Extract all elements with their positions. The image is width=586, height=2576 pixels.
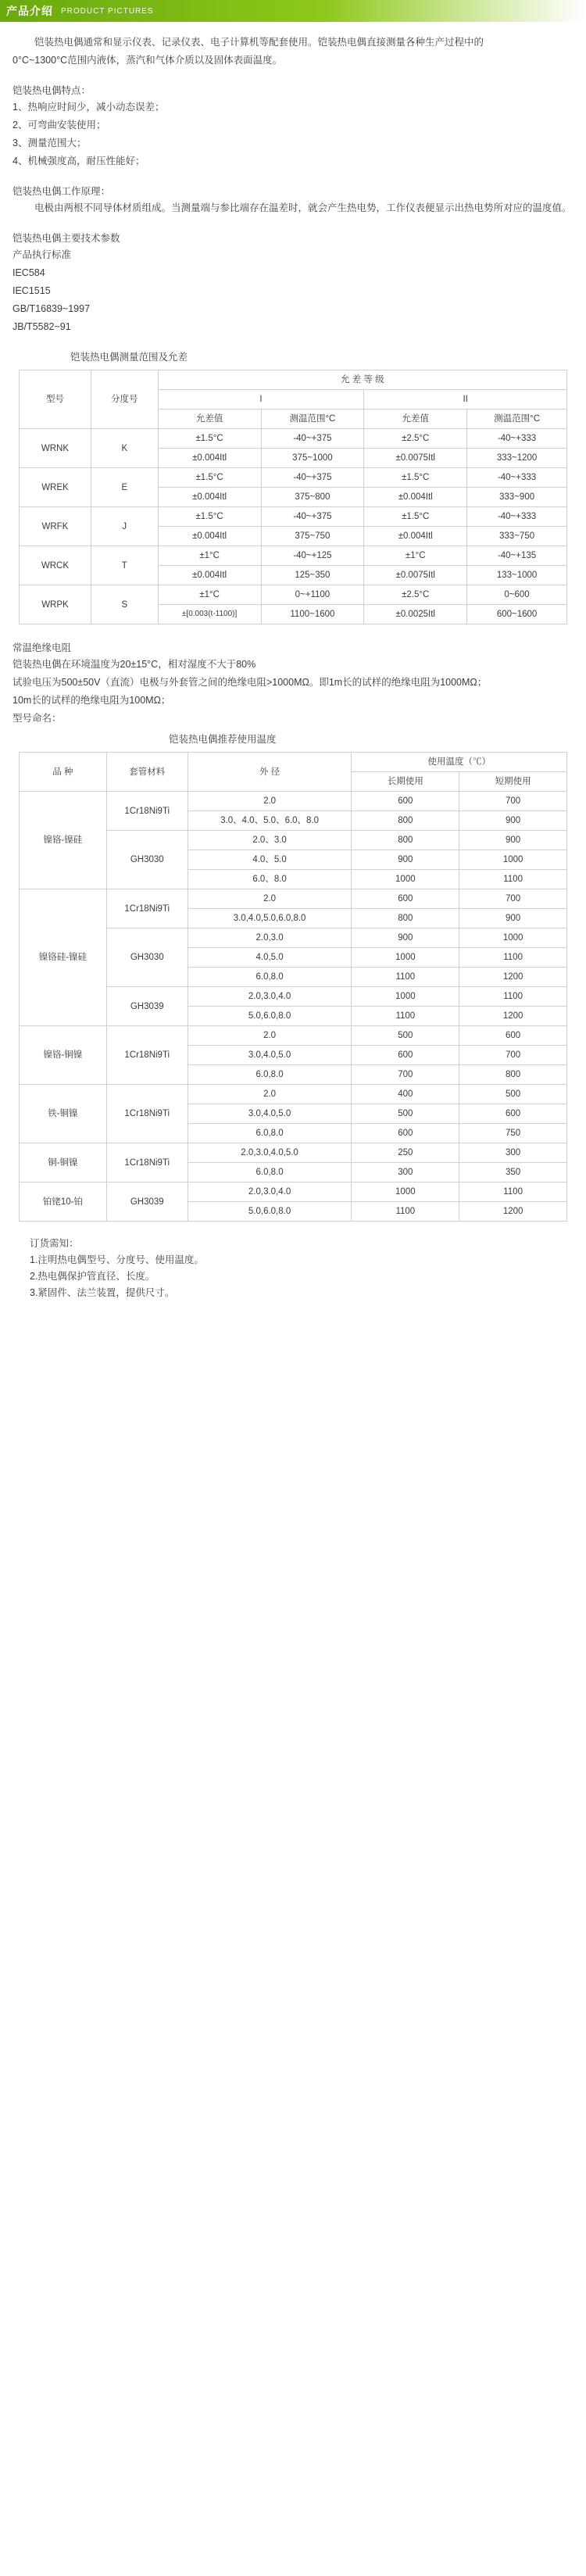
order-notes-heading: 订货需知： <box>30 1238 79 1249</box>
table-row <box>20 1085 567 1104</box>
cell-long: 600 <box>352 1124 459 1143</box>
cell-sheath: 1Cr18Ni9Ti <box>106 792 188 831</box>
cell-range-1: 375~1000 <box>261 449 364 468</box>
cell-long: 800 <box>352 909 459 928</box>
cell-short: 1200 <box>459 968 567 987</box>
temp-table <box>19 752 567 1222</box>
range-table-body <box>20 429 567 624</box>
cell-long: 600 <box>352 889 459 909</box>
document-content <box>0 22 586 365</box>
cell-range-1: 125~350 <box>261 566 364 585</box>
section-banner <box>0 0 586 22</box>
cell-tol-1: ±1°C <box>158 585 261 605</box>
range-table <box>19 370 567 624</box>
cell-diameter: 2.0 <box>188 889 352 909</box>
cell-model: WRNK <box>20 429 91 468</box>
cell-short: 800 <box>459 1065 567 1085</box>
cell-sheath: GH3039 <box>106 987 188 1026</box>
cell-short: 1200 <box>459 1007 567 1026</box>
cell-short: 500 <box>459 1085 567 1104</box>
table-row <box>20 468 567 488</box>
cell-tol-2: ±0.004Itl <box>364 527 467 546</box>
standard-item-1: IEC584 <box>13 267 45 278</box>
cell-long: 700 <box>352 1065 459 1085</box>
cell-graduation: E <box>91 468 158 507</box>
cell-range-2: 133~1000 <box>467 566 567 585</box>
cell-graduation: S <box>91 585 158 624</box>
cell-short: 700 <box>459 1046 567 1065</box>
cell-range-1: -40~+375 <box>261 429 364 449</box>
cell-kind: 镍铬-铜镍 <box>20 1026 107 1085</box>
cell-range-1: 0~+1100 <box>261 585 364 605</box>
th-sheath: 套管材料 <box>106 753 188 792</box>
banner-title-en: PRODUCT PICTURES <box>61 6 154 16</box>
cell-long: 300 <box>352 1163 459 1182</box>
cell-short: 600 <box>459 1104 567 1124</box>
table-row <box>20 429 567 449</box>
th-diameter: 外 径 <box>188 753 352 792</box>
temp-table-title: 铠装热电偶推荐使用温度 <box>169 734 277 745</box>
cell-short: 900 <box>459 811 567 831</box>
cell-short: 900 <box>459 831 567 850</box>
th-graduation: 分度号 <box>91 370 158 429</box>
range-table-wrapper <box>0 370 586 624</box>
cell-diameter: 6.0,8.0 <box>188 1065 352 1085</box>
th-level-1: I <box>158 390 364 410</box>
cell-graduation: J <box>91 507 158 546</box>
cell-diameter: 2.0,3.0 <box>188 928 352 948</box>
standard-label: 产品执行标准 <box>13 249 72 260</box>
cell-range-2: -40~+333 <box>467 507 567 527</box>
standard-item-4: JB/T5582~91 <box>13 321 71 332</box>
cell-range-2: 333~750 <box>467 527 567 546</box>
cell-long: 600 <box>352 792 459 811</box>
cell-range-2: 0~600 <box>467 585 567 605</box>
cell-tol-2: ±0.0075Itl <box>364 449 467 468</box>
cell-diameter: 2.0 <box>188 1026 352 1046</box>
cell-diameter: 6.0,8.0 <box>188 1124 352 1143</box>
th-usetemp: 使用温度（℃） <box>352 753 567 772</box>
cell-long: 400 <box>352 1085 459 1104</box>
cell-short: 300 <box>459 1143 567 1163</box>
cell-range-1: -40~+375 <box>261 468 364 488</box>
cell-tol-1: ±0.004Itl <box>158 488 261 507</box>
cell-diameter: 6.0、8.0 <box>188 870 352 889</box>
cell-long: 900 <box>352 928 459 948</box>
cell-range-2: 333~900 <box>467 488 567 507</box>
cell-diameter: 3.0,4.0,5.0,6.0,8.0 <box>188 909 352 928</box>
cell-diameter: 4.0、5.0 <box>188 850 352 870</box>
th-kind: 品 种 <box>20 753 107 792</box>
cell-sheath: 1Cr18Ni9Ti <box>106 1026 188 1085</box>
cell-model: WRPK <box>20 585 91 624</box>
cell-range-2: -40~+135 <box>467 546 567 566</box>
table-row <box>20 507 567 527</box>
th-tol-value-2: 允差值 <box>364 410 467 429</box>
table-row <box>20 1182 567 1202</box>
table-row <box>20 1026 567 1046</box>
table-row <box>20 792 567 811</box>
cell-short: 1100 <box>459 987 567 1007</box>
cell-tol-2: ±0.0075Itl <box>364 566 467 585</box>
cell-range-1: 1100~1600 <box>261 605 364 624</box>
table-row <box>20 546 567 566</box>
cell-long: 800 <box>352 811 459 831</box>
order-note-3: 3.紧固件、法兰装置，提供尺寸。 <box>30 1287 175 1298</box>
cell-short: 1100 <box>459 870 567 889</box>
cell-tol-1: ±1.5°C <box>158 468 261 488</box>
cell-sheath: GH3030 <box>106 831 188 889</box>
cell-range-1: -40~+125 <box>261 546 364 566</box>
cell-long: 900 <box>352 850 459 870</box>
cell-sheath: GH3030 <box>106 928 188 987</box>
cell-long: 1100 <box>352 968 459 987</box>
features-heading: 铠装热电偶特点： <box>13 85 91 96</box>
th-tolerance-group: 允 差 等 级 <box>158 370 566 390</box>
cell-range-2: -40~+333 <box>467 429 567 449</box>
order-notes <box>0 1228 586 1301</box>
cell-long: 500 <box>352 1026 459 1046</box>
cell-kind: 铁-铜镍 <box>20 1085 107 1143</box>
insulation-line-4: 型号命名： <box>13 713 62 724</box>
cell-range-2: 333~1200 <box>467 449 567 468</box>
table-header-row <box>20 370 567 390</box>
cell-tol-1: ±0.004Itl <box>158 527 261 546</box>
standard-item-3: GB/T16839~1997 <box>13 303 91 314</box>
cell-sheath: 1Cr18Ni9Ti <box>106 889 188 928</box>
cell-long: 800 <box>352 831 459 850</box>
cell-short: 350 <box>459 1163 567 1182</box>
feature-item-3: 3、测量范围大； <box>13 138 87 148</box>
cell-kind: 铂铑10-铂 <box>20 1182 107 1222</box>
th-temp-range-2: 测温范围°C <box>467 410 567 429</box>
cell-tol-1: ±1.5°C <box>158 429 261 449</box>
cell-diameter: 5.0,6.0,8.0 <box>188 1007 352 1026</box>
cell-short: 750 <box>459 1124 567 1143</box>
cell-graduation: K <box>91 429 158 468</box>
temp-table-body <box>20 792 567 1222</box>
cell-range-2: 600~1600 <box>467 605 567 624</box>
table-row <box>20 889 567 909</box>
cell-long: 1100 <box>352 1202 459 1222</box>
temp-table-wrapper <box>0 752 586 1222</box>
insulation-section <box>0 631 586 747</box>
cell-sheath: 1Cr18Ni9Ti <box>106 1143 188 1182</box>
table-row <box>20 1143 567 1163</box>
cell-diameter: 4.0,5.0 <box>188 948 352 968</box>
insulation-line-3: 10m长的试样的绝缘电阻为100MΩ； <box>13 695 171 706</box>
cell-diameter: 6.0,8.0 <box>188 1163 352 1182</box>
cell-diameter: 2.0、3.0 <box>188 831 352 850</box>
cell-diameter: 3.0、4.0、5.0、6.0、8.0 <box>188 811 352 831</box>
cell-tol-2: ±1.5°C <box>364 468 467 488</box>
cell-range-1: -40~+375 <box>261 507 364 527</box>
cell-long: 1000 <box>352 1182 459 1202</box>
intro-paragraph-2: 0°C~1300°C范围内液体，蒸汽和气体介质以及固体表面温度。 <box>13 55 283 66</box>
cell-diameter: 2.0,3.0,4.0 <box>188 1182 352 1202</box>
cell-sheath: GH3039 <box>106 1182 188 1222</box>
cell-short: 1100 <box>459 948 567 968</box>
cell-diameter: 5.0,6.0,8.0 <box>188 1202 352 1222</box>
cell-short: 900 <box>459 909 567 928</box>
cell-short: 1000 <box>459 928 567 948</box>
cell-graduation: T <box>91 546 158 585</box>
cell-tol-1: ±0.004Itl <box>158 449 261 468</box>
cell-tol-1: ±0.004Itl <box>158 566 261 585</box>
cell-tol-2: ±1.5°C <box>364 507 467 527</box>
cell-tol-2: ±2.5°C <box>364 429 467 449</box>
feature-item-4: 4、机械强度高，耐压性能好； <box>13 156 145 166</box>
cell-short: 1000 <box>459 850 567 870</box>
cell-short: 600 <box>459 1026 567 1046</box>
cell-diameter: 2.0,3.0,4.0 <box>188 987 352 1007</box>
cell-tol-2: ±1°C <box>364 546 467 566</box>
cell-long: 500 <box>352 1104 459 1124</box>
range-table-title: 铠装热电偶测量范围及允差 <box>70 352 188 363</box>
order-note-1: 1.注明热电偶型号、分度号、使用温度。 <box>30 1254 204 1265</box>
cell-range-1: 375~750 <box>261 527 364 546</box>
table-row <box>20 585 567 605</box>
th-temp-range-1: 测温范围°C <box>261 410 364 429</box>
cell-short: 1200 <box>459 1202 567 1222</box>
cell-long: 250 <box>352 1143 459 1163</box>
cell-tol-1: ±[0.003(t-1100)] <box>158 605 261 624</box>
th-long-use: 长期使用 <box>352 772 459 792</box>
cell-long: 1100 <box>352 1007 459 1026</box>
cell-diameter: 3.0,4.0,5.0 <box>188 1046 352 1065</box>
table-header-row <box>20 753 567 772</box>
cell-model: WRCK <box>20 546 91 585</box>
cell-diameter: 6.0,8.0 <box>188 968 352 987</box>
cell-kind: 镍铬硅-镍硅 <box>20 889 107 1026</box>
insulation-line-2: 试验电压为500±50V（直流）电极与外套管之间的绝缘电阻>1000MΩ。即1m长的试样的绝缘电阻为1000MΩ； <box>13 677 488 688</box>
cell-long: 600 <box>352 1046 459 1065</box>
cell-range-1: 375~800 <box>261 488 364 507</box>
th-short-use: 短期使用 <box>459 772 567 792</box>
cell-long: 1000 <box>352 948 459 968</box>
cell-diameter: 2.0,3.0,4.0,5.0 <box>188 1143 352 1163</box>
cell-tol-2: ±2.5°C <box>364 585 467 605</box>
cell-diameter: 3.0,4.0,5.0 <box>188 1104 352 1124</box>
order-note-2: 2.热电偶保护管直径、长度。 <box>30 1271 155 1282</box>
cell-kind: 铜-铜镍 <box>20 1143 107 1182</box>
th-tol-value-1: 允差值 <box>158 410 261 429</box>
cell-tol-2: ±0.004Itl <box>364 488 467 507</box>
feature-item-1: 1、热响应时间少，减小动态误差； <box>13 102 165 113</box>
intro-paragraph-1: 铠装热电偶通常和显示仪表、记录仪表、电子计算机等配套使用。铠装热电偶直接测量各种生产过程中的 <box>34 37 484 48</box>
cell-sheath: 1Cr18Ni9Ti <box>106 1085 188 1143</box>
cell-model: WREK <box>20 468 91 507</box>
cell-range-2: -40~+333 <box>467 468 567 488</box>
cell-tol-2: ±0.0025Itl <box>364 605 467 624</box>
cell-diameter: 2.0 <box>188 792 352 811</box>
cell-short: 700 <box>459 792 567 811</box>
cell-diameter: 2.0 <box>188 1085 352 1104</box>
standard-item-2: IEC1515 <box>13 285 51 296</box>
th-model: 型号 <box>20 370 91 429</box>
cell-short: 1100 <box>459 1182 567 1202</box>
insulation-line-1: 铠装热电偶在环境温度为20±15°C，相对湿度不大于80% <box>13 659 256 670</box>
params-heading: 铠装热电偶主要技术参数 <box>13 233 120 244</box>
cell-tol-1: ±1.5°C <box>158 507 261 527</box>
cell-kind: 镍铬-镍硅 <box>20 792 107 889</box>
insulation-heading: 常温绝缘电阻 <box>13 642 72 653</box>
banner-title-cn: 产品介绍 <box>6 5 53 17</box>
principle-heading: 铠装热电偶工作原理： <box>13 186 111 197</box>
feature-item-2: 2、可弯曲安装使用； <box>13 120 106 131</box>
cell-long: 1000 <box>352 987 459 1007</box>
cell-short: 700 <box>459 889 567 909</box>
th-level-2: II <box>364 390 567 410</box>
cell-model: WRFK <box>20 507 91 546</box>
cell-long: 1000 <box>352 870 459 889</box>
principle-body: 电极由两根不同导体材质组成。当测量端与参比端存在温差时，就会产生热电势，工作仪表便显示出热电势所对应的温度值。 <box>34 202 572 213</box>
cell-tol-1: ±1°C <box>158 546 261 566</box>
